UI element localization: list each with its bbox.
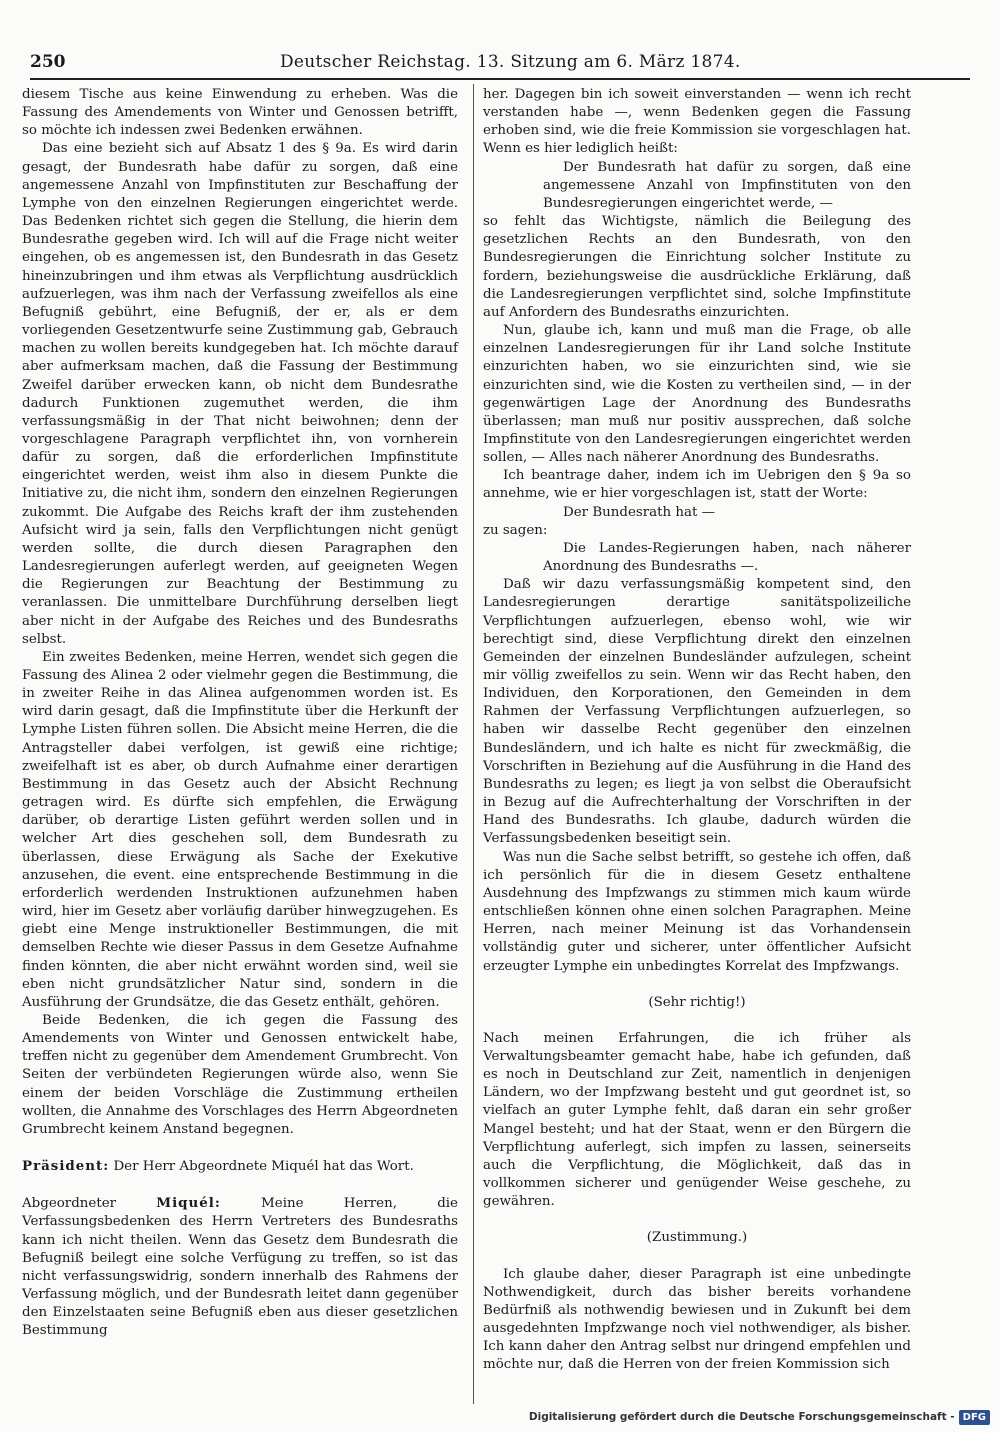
column-divider xyxy=(473,84,474,1404)
right-paragraph-2: so fehlt das Wichtigste, nämlich die Beilegung des gesetzlichen Rechts an den Bundesrath, von den Bundesregierungen die Einrichtung solcher Institute zu fordern, beziehungsweise die ausdrückliche Erklärung, daß die Landesregierungen verpflichtet sind, solche Impfinstitute auf Anfordern des Bundesraths einzurichten. xyxy=(483,214,911,320)
left-paragraph-4: Beide Bedenken, die ich gegen die Fassung des Amendements von Winter und Genossen entwickelt habe, treffen nicht zu gegenüber dem Amendement Grumbrecht. Von Seiten der verbündeten Regierungen würde also, wenn Sie einem der beiden Vorschläge die Zustimmung ertheilen wollten, die Annahme des Vorschlages des Herrn Abgeordneten Grumbrecht keinem Anstand begegnen. xyxy=(22,1012,458,1137)
interjection-sehr-richtig: (Sehr richtig!) xyxy=(648,994,746,1010)
digitization-footer xyxy=(529,1406,990,1428)
interjection-zustimmung: (Zustimmung.) xyxy=(646,1230,748,1246)
page-number: 250 xyxy=(30,52,66,72)
left-column xyxy=(22,86,458,1340)
footer-text: Digitalisierung gefördert durch die Deutsche Forschungsgemeinschaft - xyxy=(528,1411,955,1423)
right-paragraph-5: Daß wir dazu verfassungsmäßig kompetent sind, den Landesregierungen derartige sanitätspolizeiliche Verpflichtungen aufzuerlegen, ebenso wohl, wie wir berechtigt sind, diese Verpflichtung direkt den einzelnen Gemeinden der einzelnen Bundesländer aufzulegen, scheint mir völlig zweifellos zu sein. Wenn wir das Recht haben, den Individuen, den Korporationen, den Gemeinden in dem Rahmen der Verfassung Verpflichtungen aufzuerlegen, so haben wir dasselbe Recht gegenüber den einzelnen Bundesländern, und ich halte es nicht für zweckmäßig, die Vorschriften in Beziehung auf die Ausführung in die Hand des Bundesraths zu legen; es liegt ja von selbst die Oberaufsicht in Bezug auf die Aufrechterhaltung der Vorschriften in der Hand des Bundesraths. Ich glaube, dadurch würden die Verfassungsbedenken beseitigt sein. xyxy=(483,577,911,847)
left-paragraph-3: Ein zweites Bedenken, meine Herren, wendet sich gegen die Fassung des Alinea 2 oder vielmehr gegen die Bestimmung, die in zweiter Reihe in das Alinea aufgenommen worden ist. Es wird darin gesagt, daß die Impfinstitute über die Herkunft der Lymphe Listen führen sollen. Die Absicht meine Herren, die die Antragsteller dabei verfolgen, ist gewiß eine richtige; zweifelhaft ist es aber, ob durch Aufnahme einer derartigen Bestimmung in das Gesetz auch der Absicht Rechnung getragen wird. Es dürfte sich empfehlen, die Erwägung darüber, ob derartige Listen geführt werden sollen und in welcher Art dies geschehen soll, dem Bundesrath zu überlassen, diese Erwägung als Sache der Exekutive anzusehen, die event. eine entsprechende Bestimmung in die erforderlich werdenden Instruktionen aufzunehmen haben wird, hier im Gesetz aber vorläufig darüber hinwegzugehen. Es giebt eine Menge instruktioneller Bestimmungen, die mit demselben Rechte wie dieser Passus in dem Gesetze Aufnahme finden könnten, die aber nicht erwähnt worden sind, weil sie eben nicht grundsätzlicher Natur sind, sondern in die Ausführung der Grundsätze, die das Gesetz enthält, gehören. xyxy=(22,649,458,1010)
zu-sagen: zu sagen: xyxy=(483,522,548,538)
left-paragraph-1: diesem Tische aus keine Einwendung zu erheben. Was die Fassung des Amendements von Winter und Genossen betrifft, so möchte ich indessen zwei Bedenken erwähnen. xyxy=(22,87,458,139)
left-paragraph-2: Das eine bezieht sich auf Absatz 1 des § 9a. Es wird darin gesagt, der Bundesrath habe dafür zu sorgen, daß eine angemessene Anzahl von Impfinstituten zur Beschaffung der Lymphe von den einzelnen Regierungen eingerichtet werde. Das Bedenken richtet sich gegen die Stellung, die hierin dem Bundesrathe gegeben wird. Ich will auf die Frage nicht weiter eingehen, ob es angemessen ist, den Bundesrath in das Gesetz hineinzubringen und ihm etwas als Verpflichtung ausdrücklich aufzuerlegen, was ihm nach der Verfassung zweifellos als eine Befugniß gebührt, eine Befugniß, der er, als er dem vorliegenden Gesetzentwurfe seine Zustimmung gab, Gebrauch machen zu wollen bereits kundgegeben hat. Ich möchte darauf aber aufmerksam machen, daß die Fassung der Bestimmung Zweifel darüber erwecken kann, ob nicht dem Bundesrathe dadurch Funktionen zugemuthet werden, die ihm verfassungsmäßig in der That nicht beiwohnen; denn der vorgeschlagene Paragraph verpflichtet ihn, von vornherein dafür zu sorgen, daß die erforderlichen Impfinstitute eingerichtet werden, weist ihm also in diesem Punkte die Initiative zu, die nicht ihm, sondern den einzelnen Regierungen zukommt. Die Aufgabe des Reichs kraft der ihm zustehenden Aufsicht wird ja sein, falls den Verpflichtungen nicht genügt werden sollte, die durch diesen Paragraphen den Landesregierungen auferlegt werden, auf geeigneten Wegen die Regierungen zur Beachtung der Bestimmung zu veranlassen. Die unmittelbare Durchführung derselben liegt aber nicht in der Aufgabe des Reiches und des Bundesraths selbst. xyxy=(22,141,458,647)
speaker-president: Präsident: xyxy=(22,1158,110,1175)
miquel-prefix: Abgeordneter xyxy=(22,1196,157,1212)
right-paragraph-4: Ich beantrage daher, indem ich im Uebrigen den § 9a so annehme, wie er hier vorgeschlagen ist, statt der Worte: xyxy=(483,468,911,502)
right-paragraph-3: Nun, glaube ich, kann und muß man die Frage, ob alle einzelnen Landesregierungen für ihr Land solche Institute einzurichten haben, wo sie einzurichten sind, wie sie einzurichten sind, wie die Kosten zu vertheilen sind, — in der gegenwärtigen Lage der Anordnung des Bundesraths überlassen; man muß nur positiv aussprechen, daß solche Impfinstitute von den Landesregierungen eingerichtet werden sollen, — Alles nach näherer Anordnung des Bundesraths. xyxy=(483,323,911,466)
quote-3: Die Landes-Regierungen haben, nach näherer Anordnung des Bundesraths —. xyxy=(543,540,911,575)
right-paragraph-6: Was nun die Sache selbst betrifft, so gestehe ich offen, daß ich persönlich für die in diesem Gesetz enthaltene Ausdehnung des Impfzwangs zu stimmen mich kaum würde entschließen können ohne einen solchen Paragraphen. Meine Herren, nach meiner Meinung ist das Vorhandensein vollständig guter und sicherer, unter öffentlicher Aufsicht erzeugter Lymphe ein unbedingtes Korrelat des Impfzwangs. xyxy=(483,849,911,974)
right-paragraph-7: Nach meinen Erfahrungen, die ich früher als Verwaltungsbeamter gemacht habe, habe ich gefunden, daß es noch in Deutschland zur Zeit, namentlich in denjenigen Ländern, wo der Impfzwang besteht und gut geordnet ist, so vielfach an guter Lymphe fehlt, daß daran ein sehr großer Mangel besteht; und hat der Staat, wenn er den Bürgern die Verpflichtung auferlegt, sich impfen zu lassen, seinerseits auch die Verpflichtung, die Möglichkeit, daß das in vollkommen sicherer und genügender Weise geschehe, zu gewähren. xyxy=(483,1030,911,1210)
page-header xyxy=(30,52,970,78)
president-text: Der Herr Abgeordnete Miquél hat das Wort. xyxy=(109,1159,414,1175)
right-column xyxy=(483,86,911,1374)
quote-2: Der Bundesrath hat — xyxy=(563,504,716,520)
right-paragraph-1: her. Dagegen bin ich soweit einverstanden — wenn ich recht verstanden habe —, wenn Bedenken gegen die Fassung erhoben sind, wie die freie Kommission sie vorgeschlagen hat. Wenn es hier lediglich heißt: xyxy=(483,87,911,157)
dfg-logo-icon: DFG xyxy=(959,1410,990,1425)
speaker-miquel: Miquél: xyxy=(156,1195,221,1212)
miquel-text: Meine Herren, die Verfassungsbedenken des Herrn Vertreters des Bundesraths kann ich nicht theilen. Wenn das Gesetz dem Bundesrath die Befugniß beilegt eine solche Verfügung zu treffen, so ist das nicht verfassungswidrig, sondern innerhalb des Rahmens der Verfassung möglich, und der Bundesrath leitet dann gegenüber den Einzelstaaten seine Befugniß eben aus dieser gesetzlichen Bestimmung xyxy=(22,1196,458,1339)
header-rule xyxy=(30,78,970,80)
president-statement xyxy=(22,1157,458,1176)
quote-1: Der Bundesrath hat dafür zu sorgen, daß eine angemessene Anzahl von Impfinstituten von den Bundesregierungen eingerichtet werde, — xyxy=(543,159,911,211)
miquel-statement xyxy=(22,1194,458,1340)
running-head: Deutscher Reichstag. 13. Sitzung am 6. März 1874. xyxy=(280,52,741,72)
right-paragraph-8: Ich glaube daher, dieser Paragraph ist eine unbedingte Nothwendigkeit, durch das bisher bereits vorhandene Bedürfniß als nothwendig bewiesen und in Zukunft bei dem ausgedehnten Impfzwange noch viel nothwendiger, als bisher. Ich kann daher den Antrag selbst nur dringend empfehlen und möchte nur, daß die Herren von der freien Kommission sich xyxy=(483,1266,911,1373)
